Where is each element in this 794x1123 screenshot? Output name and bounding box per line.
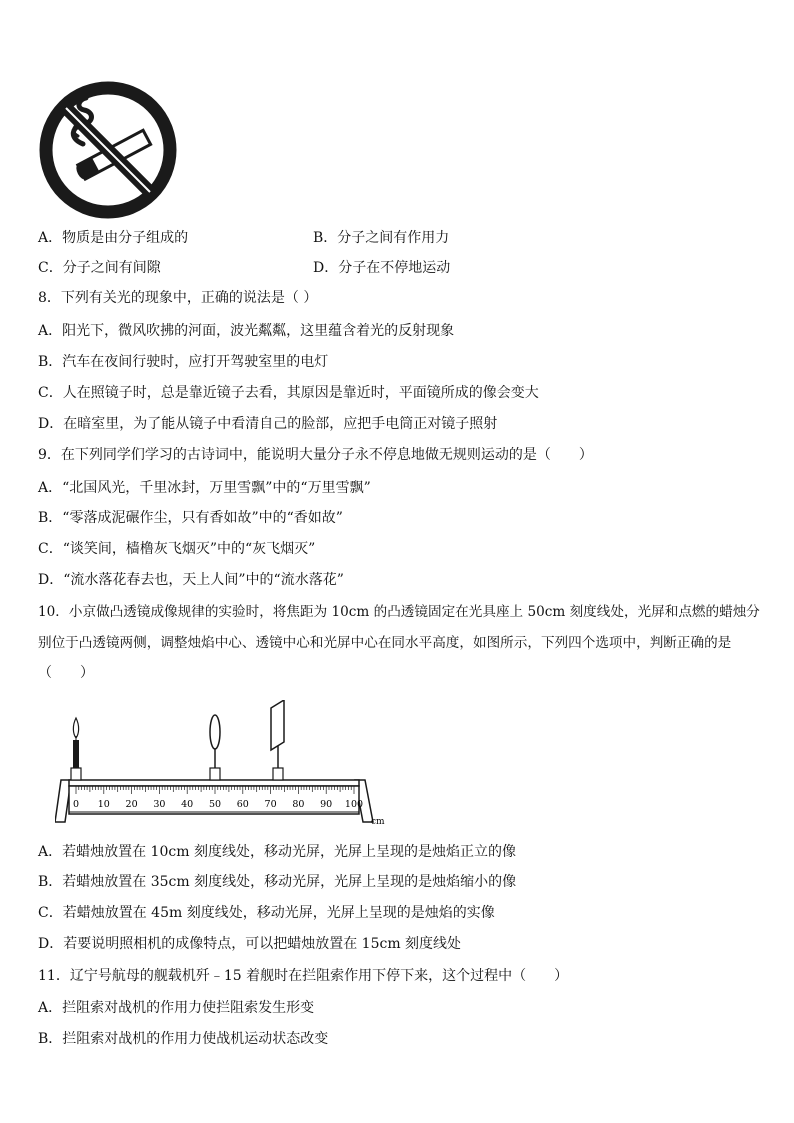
- bench-rail-top: [69, 780, 359, 786]
- light-screen: [271, 700, 284, 780]
- q11-option-a: A．拦阻索对战机的作用力使拦阻索发生形变: [38, 1000, 315, 1016]
- q11-option-b: B．拦阻索对战机的作用力使战机运动状态改变: [38, 1031, 329, 1047]
- lens-glass: [210, 715, 220, 749]
- q8-option-a: A．阳光下，微风吹拂的河面，波光粼粼，这里蕴含着光的反射现象: [38, 323, 455, 339]
- ruler-label: 100: [344, 799, 364, 810]
- ruler-label: 90: [320, 799, 333, 810]
- q10-option-c: C．若蜡烛放置在 45m 刻度线处，移动光屏，光屏上呈现的是烛焰的实像: [38, 905, 495, 921]
- q10-option-d: D．若要说明照相机的成像特点，可以把蜡烛放置在 15cm 刻度线处: [38, 936, 462, 952]
- ruler-label: 70: [264, 799, 277, 810]
- no-smoking-icon: [38, 80, 178, 220]
- optical-bench-figure: [55, 700, 385, 830]
- ruler-label: 20: [125, 799, 138, 810]
- q9-option-d: D．“流水落花春去也，天上人间”中的“流水落花”: [38, 572, 344, 588]
- ruler-label: 40: [181, 799, 194, 810]
- candle-flame: [73, 718, 78, 738]
- q10-option-a: A．若蜡烛放置在 10cm 刻度线处，移动光屏，光屏上呈现的是烛焰正立的像: [38, 844, 516, 860]
- q9-option-c: C．“谈笑间，樯橹灰飞烟灭”中的“灰飞烟灭”: [38, 541, 316, 557]
- q8-option-d: D．在暗室里，为了能从镜子中看清自己的脸部，应把手电筒正对镜子照射: [38, 416, 498, 432]
- q10-stem-line1: 10．小京做凸透镜成像规律的实验时，将焦距为 10cm 的凸透镜固定在光具座上 50cm 刻度线处，光屏和点燃的蜡烛分: [38, 604, 760, 620]
- q7-option-c: C．分子之间有间隙: [38, 260, 161, 276]
- screen-holder: [273, 768, 283, 780]
- q9-option-a: A．“北国风光，千里冰封，万里雪飘”中的“万里雪飘”: [38, 480, 371, 496]
- ruler-label: 60: [236, 799, 249, 810]
- ruler-unit: cm: [371, 817, 385, 827]
- candle: [71, 718, 81, 780]
- q8-stem: 8．下列有关光的现象中，正确的说法是（ ）: [38, 290, 318, 306]
- q8-option-b: B．汽车在夜间行驶时，应打开驾驶室里的电灯: [38, 354, 329, 370]
- q7-option-d: D．分子在不停地运动: [313, 260, 451, 276]
- q9-option-b: B．“零落成泥碾作尘，只有香如故”中的“香如故”: [38, 510, 343, 526]
- ruler-label: 80: [292, 799, 305, 810]
- q7-option-a: A．物质是由分子组成的: [38, 230, 189, 246]
- lens-holder: [210, 768, 220, 780]
- q11-stem: 11．辽宁号航母的舰载机歼﹣15 着舰时在拦阻索作用下停下来，这个过程中（ ）: [38, 968, 569, 984]
- ruler-label: 0: [72, 799, 80, 810]
- screen-panel: [271, 700, 284, 750]
- convex-lens: [210, 715, 220, 780]
- ruler-label: 30: [153, 799, 166, 810]
- q10-option-b: B．若蜡烛放置在 35cm 刻度线处，移动光屏，光屏上呈现的是烛焰缩小的像: [38, 874, 517, 890]
- q8-option-c: C．人在照镜子时，总是靠近镜子去看，其原因是靠近时，平面镜所成的像会变大: [38, 385, 539, 401]
- candle-body: [73, 740, 79, 768]
- q10-stem-line2: 别位于凸透镜两侧，调整烛焰中心、透镜中心和光屏中心在同水平高度，如图所示，下列四个选项中，判断正确的是: [38, 635, 732, 651]
- q7-option-b: B．分子之间有作用力: [313, 230, 450, 246]
- ruler-label: 10: [97, 799, 110, 810]
- q9-stem: 9．在下列同学们学习的古诗词中，能说明大量分子永不停息地做无规则运动的是（ ）: [38, 447, 593, 463]
- candle-holder: [71, 768, 81, 780]
- ruler-label: 50: [208, 799, 222, 810]
- q10-stem-line3: （ ）: [38, 665, 94, 681]
